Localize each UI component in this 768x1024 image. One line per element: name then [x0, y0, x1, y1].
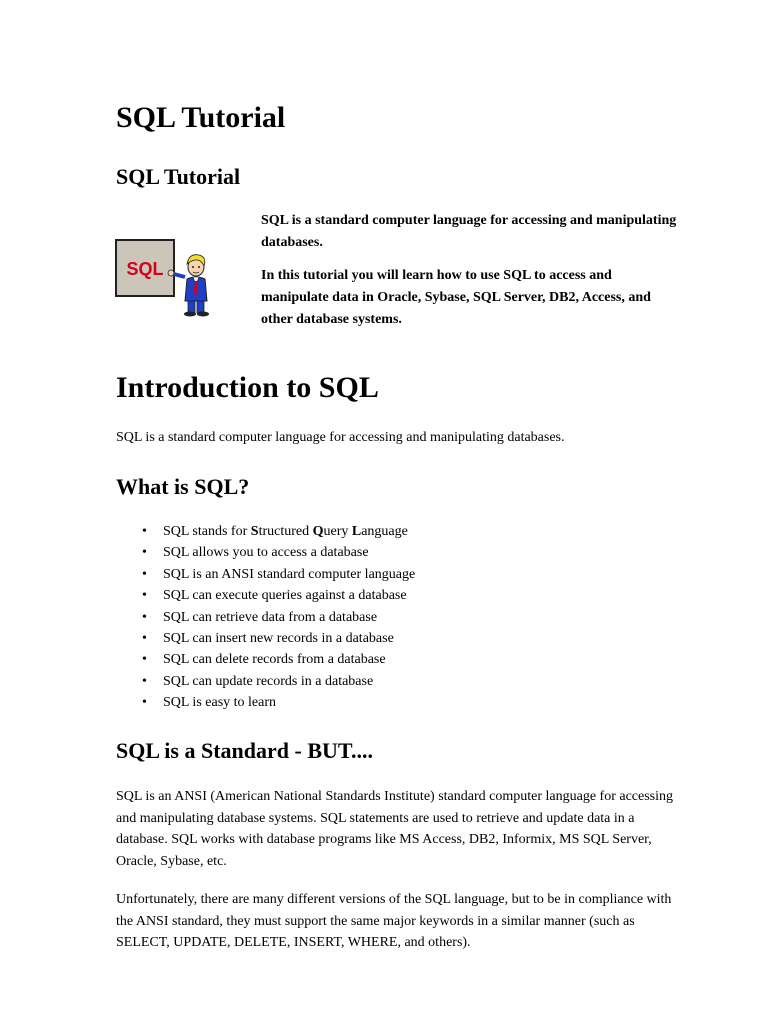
list-item: • SQL can update records in a database — [116, 671, 415, 692]
bullet-icon: • — [142, 652, 147, 668]
bullet-icon: • — [142, 566, 147, 582]
sql-teacher-illustration — [115, 237, 215, 317]
list-item: • SQL allows you to access a database — [116, 542, 415, 563]
sql-board-text: SQL — [126, 259, 164, 279]
list-item: • SQL stands for Structured Query Language — [116, 521, 415, 542]
list-item: • SQL can execute queries against a database — [116, 585, 415, 606]
bullet-icon: • — [142, 545, 147, 561]
sql-facts-list — [116, 521, 415, 714]
section-title-introduction: Introduction to SQL — [116, 371, 379, 404]
bullet-icon: • — [142, 673, 147, 689]
list-item: • SQL can delete records from a database — [116, 649, 415, 670]
list-item: • SQL can retrieve data from a database — [116, 607, 415, 628]
tutorial-subtitle: SQL Tutorial — [116, 164, 241, 189]
standard-paragraph-1: SQL is an ANSI (American National Standards Institute) standard computer language for accessing and manipulating database systems. SQL statements are used to retrieve and update data in a database. SQL works with database programs like MS Access, DB2, Informix, MS SQL Server, Oracle, Sybase, etc. — [116, 789, 673, 869]
heading-sql-standard: SQL is a Standard - BUT.... — [116, 738, 373, 763]
list-item: • SQL can insert new records in a database — [116, 628, 415, 649]
bullet-icon: • — [142, 588, 147, 604]
document-title: SQL Tutorial — [116, 101, 286, 134]
list-item: • SQL is an ANSI standard computer language — [116, 564, 415, 585]
intro-sentence: SQL is a standard computer language for accessing and manipulating databases. — [116, 430, 565, 445]
bullet-icon: • — [142, 609, 147, 625]
bullet-icon: • — [142, 524, 147, 539]
intro-paragraph-2: In this tutorial you will learn how to use SQL to access and manipulate data in Oracle, Sybase, SQL Server, DB2, Access, and other database systems. — [261, 268, 651, 327]
heading-what-is-sql: What is SQL? — [116, 474, 250, 499]
standard-paragraph-2: Unfortunately, there are many different versions of the SQL language, but to be in compliance with the ANSI standard, they must support the same major keywords in a similar manner (such as SELECT, UPDATE, DELETE, INSERT, WHERE, and others). — [116, 892, 672, 950]
bullet-icon: • — [142, 695, 147, 711]
list-item: • SQL is easy to learn — [116, 692, 415, 713]
intro-text-box — [261, 210, 681, 342]
bullet-icon: • — [142, 630, 147, 646]
intro-paragraph-1: SQL is a standard computer language for accessing and manipulating databases. — [261, 213, 677, 250]
